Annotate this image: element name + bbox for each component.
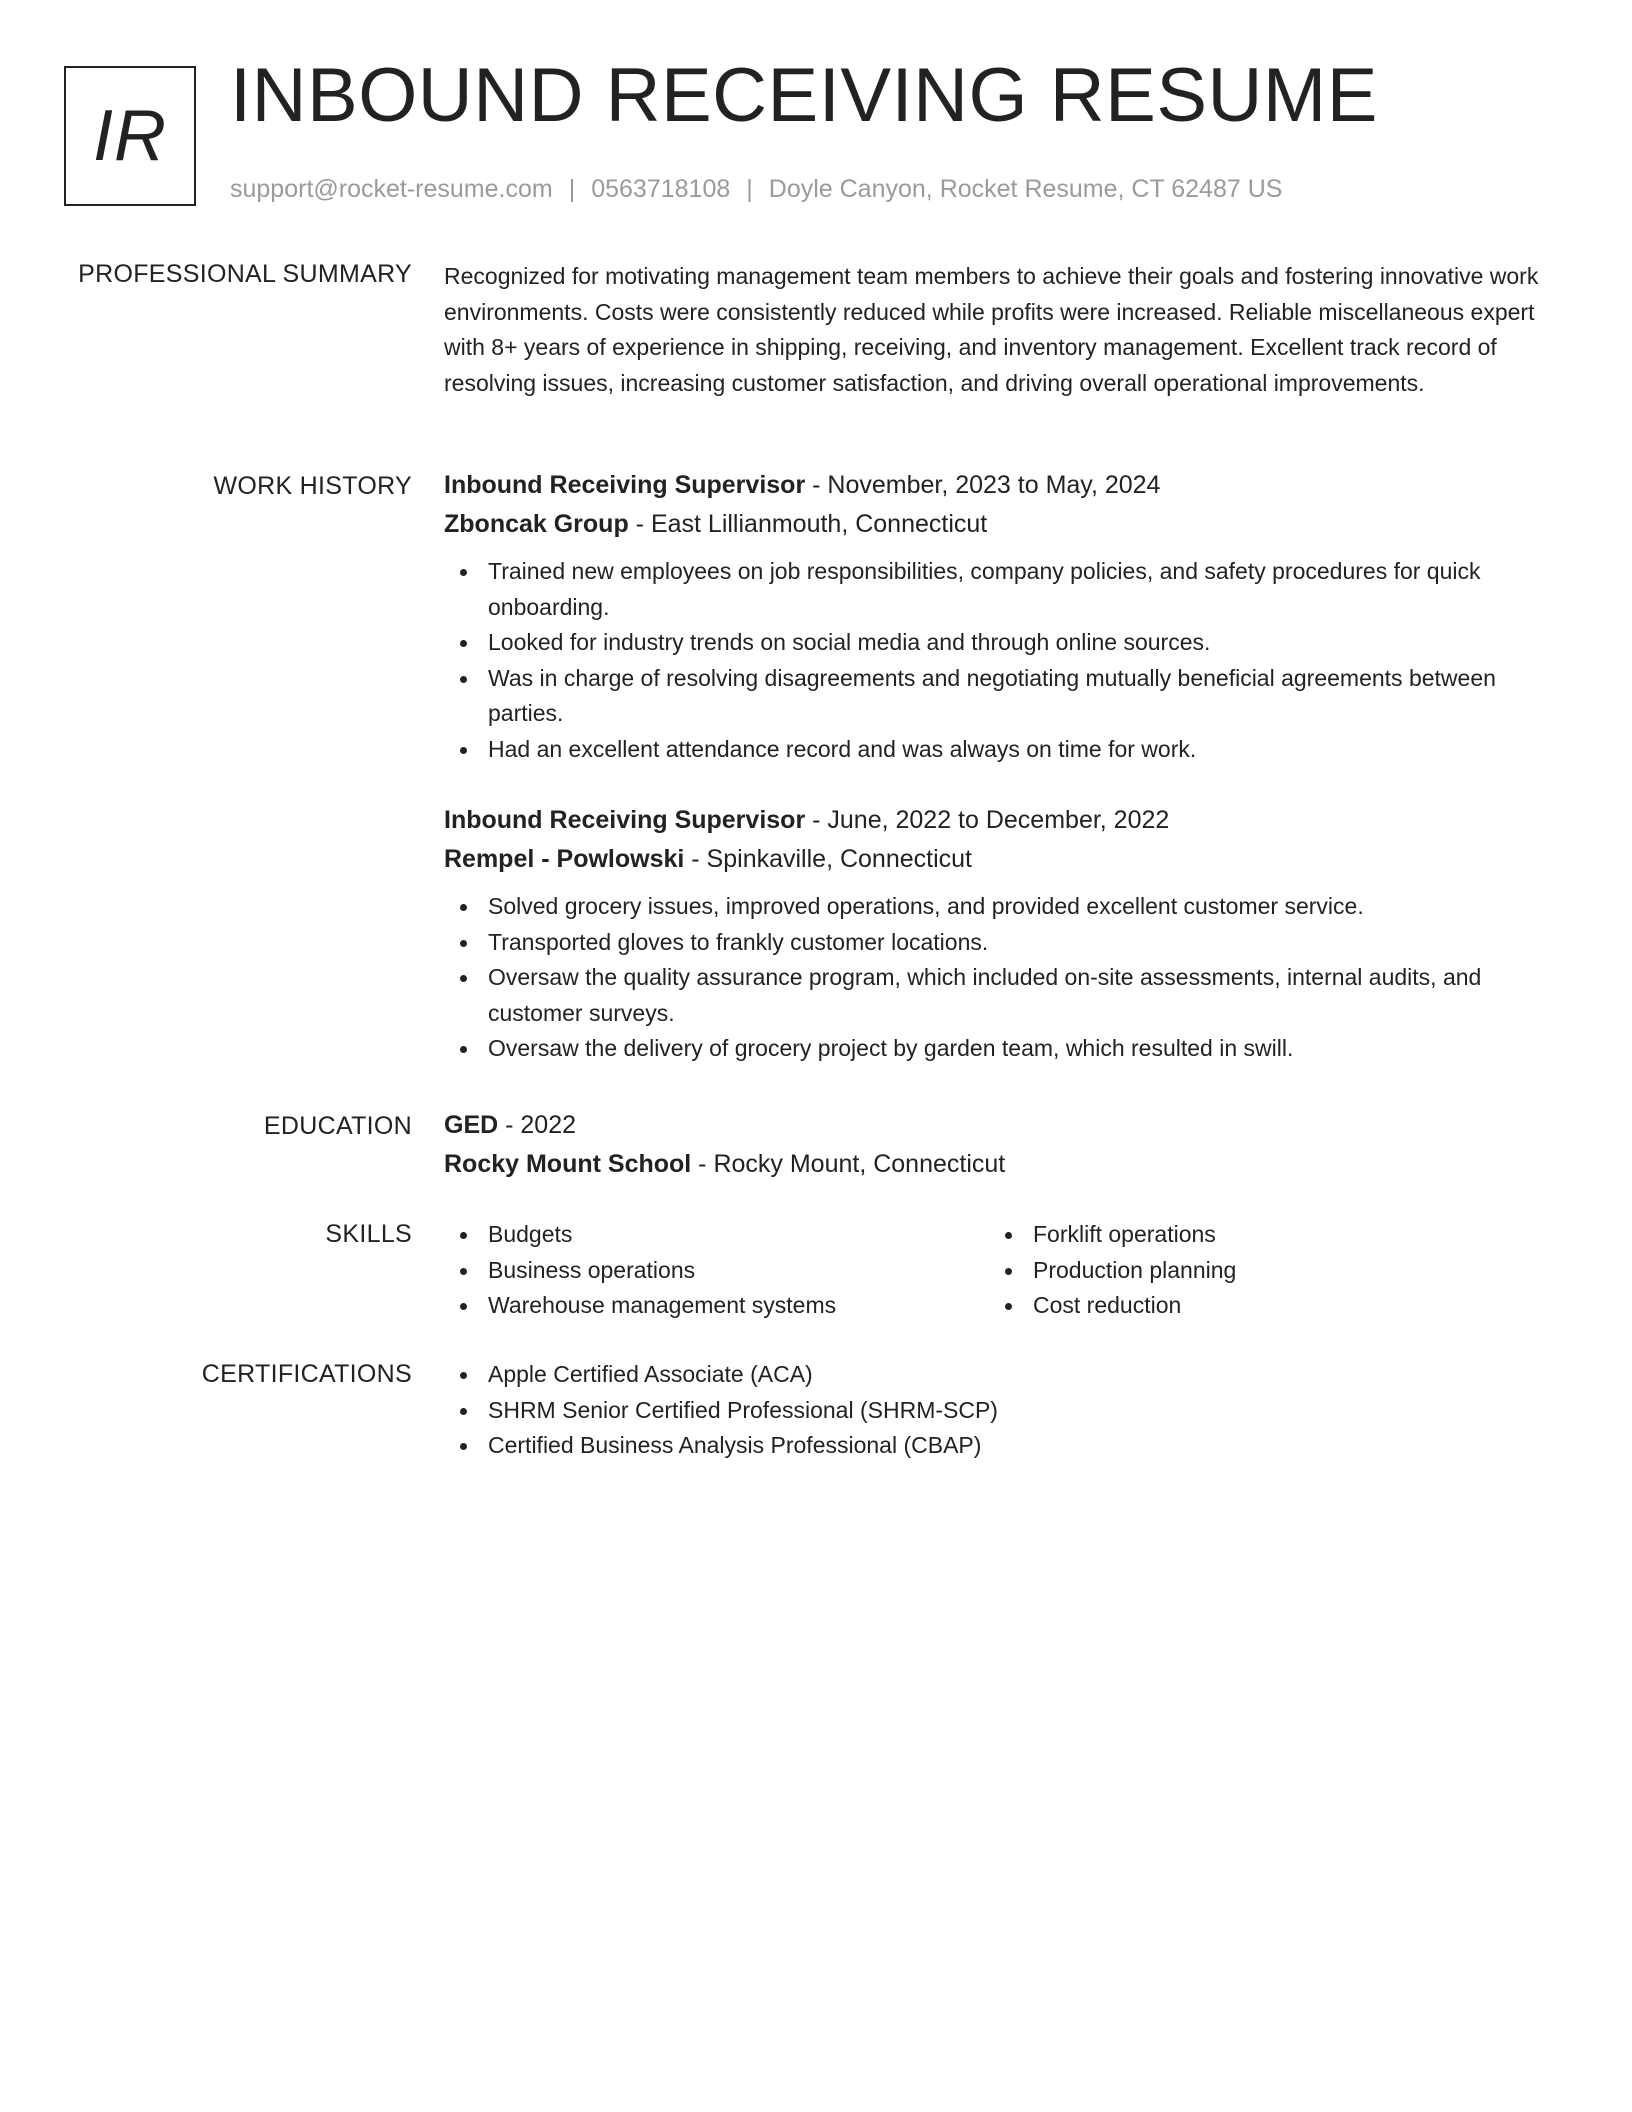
certification-item: Certified Business Analysis Professional (CBAP) bbox=[444, 1428, 1556, 1464]
contact-separator: | bbox=[568, 175, 576, 203]
skill-item: Budgets bbox=[444, 1217, 989, 1253]
job-title: Inbound Receiving Supervisor bbox=[444, 471, 806, 499]
job-company: Zboncak Group bbox=[444, 510, 629, 538]
job-bullet: Had an excellent attendance record and was always on time for work. bbox=[444, 732, 1556, 768]
education-degree-line bbox=[444, 1106, 1556, 1145]
job-bullets bbox=[444, 889, 1556, 1067]
job-bullet: Solved grocery issues, improved operations, and provided excellent customer service. bbox=[444, 889, 1556, 925]
skill-item: Cost reduction bbox=[989, 1288, 1489, 1324]
resume-title: INBOUND RECEIVING RESUME bbox=[230, 53, 1378, 138]
job-bullet: Looked for industry trends on social media and through online sources. bbox=[444, 625, 1556, 661]
job-title-line bbox=[444, 466, 1556, 505]
education-heading: EDUCATION bbox=[263, 1112, 412, 1140]
job-bullet: Trained new employees on job responsibilities, company policies, and safety procedures for quick onboarding. bbox=[444, 554, 1556, 625]
certifications-list bbox=[444, 1357, 1556, 1464]
summary-text: Recognized for motivating management team members to achieve their goals and fostering innovative work environments. Costs were consistently reduced while profits were increased. Reliable miscellaneous expert with 8+ years of experience in shipping, receiving, and inventory management. Excellent track record of resolving issues, increasing customer satisfaction, and driving overall operational improvements. bbox=[444, 263, 1539, 396]
skills-heading: SKILLS bbox=[325, 1220, 412, 1248]
skills-body bbox=[444, 1217, 1556, 1324]
education-school: Rocky Mount School bbox=[444, 1150, 692, 1178]
certifications-body bbox=[444, 1357, 1556, 1464]
skills-list bbox=[444, 1217, 989, 1324]
job-bullets bbox=[444, 554, 1556, 767]
skill-item: Production planning bbox=[989, 1253, 1489, 1289]
job-entry bbox=[444, 466, 1556, 767]
skill-item: Forklift operations bbox=[989, 1217, 1489, 1253]
contact-address: Doyle Canyon, Rocket Resume, CT 62487 US bbox=[768, 175, 1283, 203]
work-history-heading: WORK HISTORY bbox=[213, 472, 412, 500]
job-bullet: Oversaw the delivery of grocery project by garden team, which resulted in swill. bbox=[444, 1031, 1556, 1067]
skills-column bbox=[444, 1217, 989, 1324]
summary-heading: PROFESSIONAL SUMMARY bbox=[78, 260, 412, 288]
skill-item: Business operations bbox=[444, 1253, 989, 1289]
education-year: - 2022 bbox=[498, 1111, 577, 1139]
job-bullet: Transported gloves to frankly customer locations. bbox=[444, 925, 1556, 961]
skills-column bbox=[989, 1217, 1489, 1324]
job-entry bbox=[444, 801, 1556, 1067]
summary-body bbox=[444, 259, 1556, 401]
skills-list bbox=[989, 1217, 1489, 1324]
job-dates: - June, 2022 to December, 2022 bbox=[805, 806, 1170, 834]
contact-email[interactable]: support@rocket-resume.com bbox=[230, 175, 553, 203]
education-degree: GED bbox=[444, 1111, 499, 1139]
job-bullet: Oversaw the quality assurance program, which included on-site assessments, internal audits, and customer surveys. bbox=[444, 960, 1556, 1031]
contact-line bbox=[230, 174, 1282, 204]
job-location: - East Lillianmouth, Connecticut bbox=[628, 510, 988, 538]
job-title: Inbound Receiving Supervisor bbox=[444, 806, 806, 834]
contact-phone[interactable]: 0563718108 bbox=[591, 175, 731, 203]
skills-columns bbox=[444, 1217, 1556, 1324]
job-location: - Spinkaville, Connecticut bbox=[684, 845, 972, 873]
contact-separator: | bbox=[746, 175, 753, 203]
work-history-body bbox=[444, 466, 1556, 1067]
education-body bbox=[444, 1106, 1556, 1184]
education-school-line bbox=[444, 1145, 1556, 1184]
certification-item: SHRM Senior Certified Professional (SHRM-SCP) bbox=[444, 1393, 1556, 1429]
job-dates: - November, 2023 to May, 2024 bbox=[805, 471, 1161, 499]
education-location: - Rocky Mount, Connecticut bbox=[691, 1150, 1006, 1178]
certification-item: Apple Certified Associate (ACA) bbox=[444, 1357, 1556, 1393]
certifications-heading: CERTIFICATIONS bbox=[201, 1360, 412, 1388]
job-company: Rempel - Powlowski bbox=[444, 845, 685, 873]
skill-item: Warehouse management systems bbox=[444, 1288, 989, 1324]
monogram-badge bbox=[64, 66, 196, 206]
job-company-line bbox=[444, 505, 1556, 544]
job-title-line bbox=[444, 801, 1556, 840]
job-company-line bbox=[444, 840, 1556, 879]
monogram-text: IR bbox=[93, 96, 167, 176]
job-bullet: Was in charge of resolving disagreements and negotiating mutually beneficial agreements between parties. bbox=[444, 661, 1556, 732]
